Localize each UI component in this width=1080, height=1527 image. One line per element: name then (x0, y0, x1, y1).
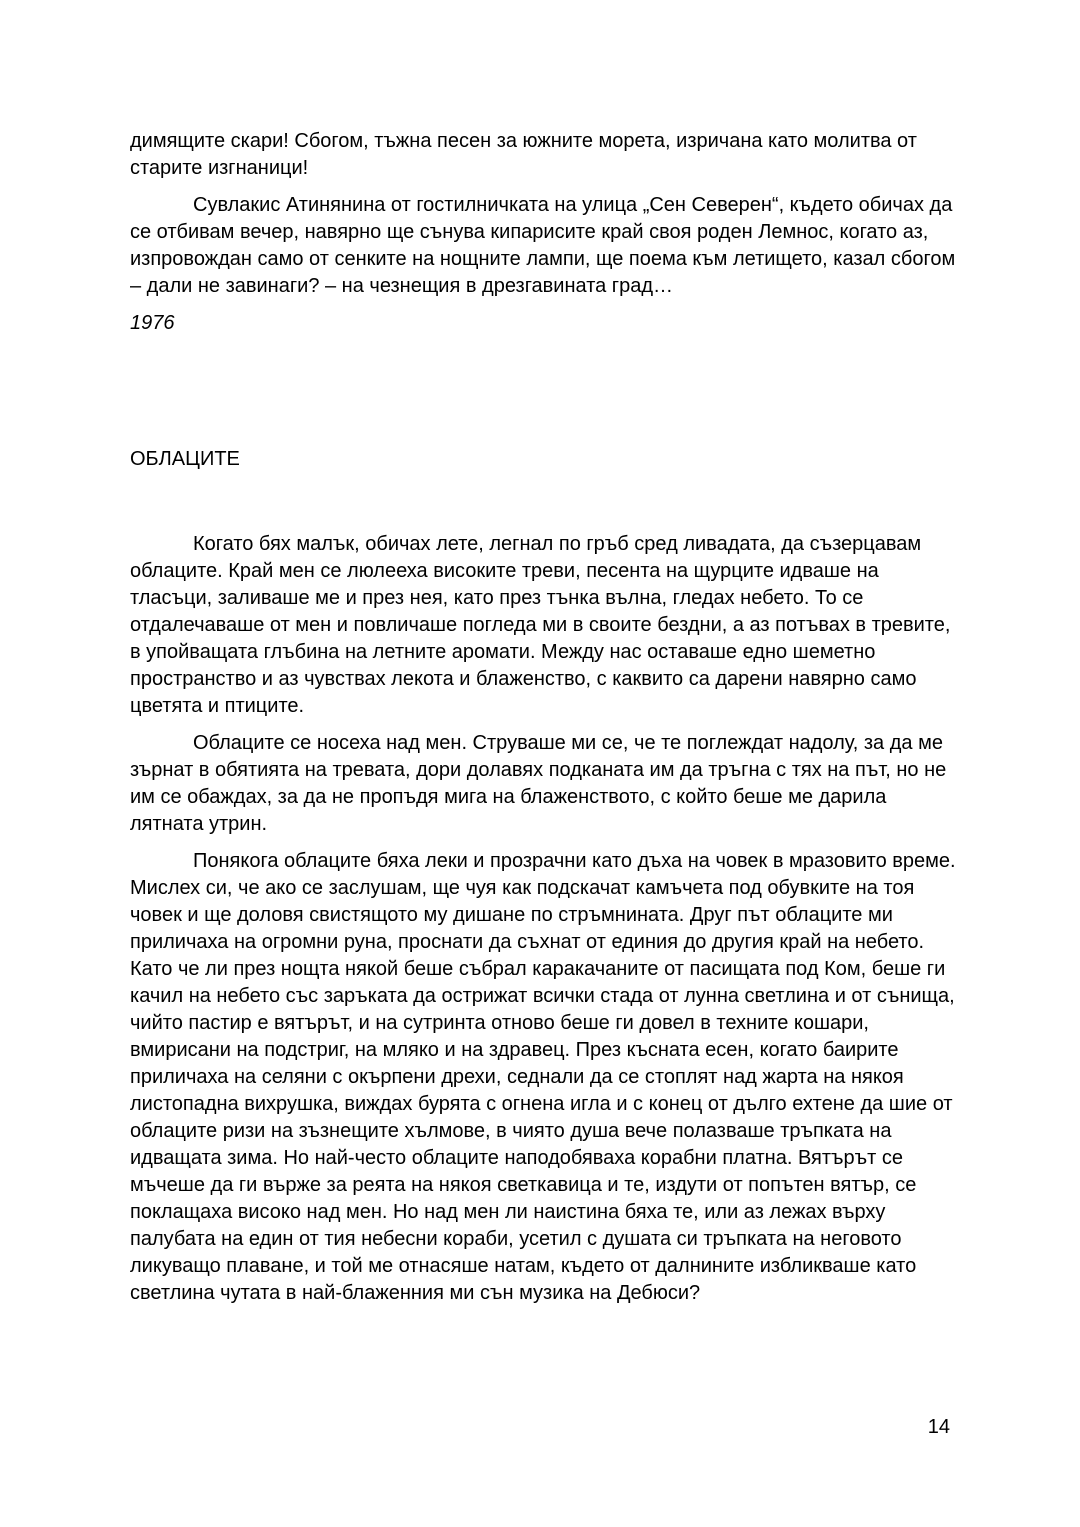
paragraph-clouds-1: Когато бях малък, обичах лете, легнал по гръб сред ливадата, да съзерцавам облаците. Край мен се люлееха високите треви, песента на щурците идваше на тласъци, заливаше ме и през нея, като през тънка вълна, гледах небето. То се отдалечаваше от мен и повличаше погледа ми в своите бездни, а аз потъвах в тревите, в упойващата глъбина на летните аромати. Между нас оставаше едно шеметно пространство и аз чувствах лекота и блаженство, с каквито са дарени навярно само цветята и птиците. (130, 533, 951, 717)
year-date: 1976 (130, 312, 175, 334)
section-title: ОБЛАЦИТЕ (130, 448, 240, 470)
paragraph-continuation: димящите скари! Сбогом, тъжна песен за южните морета, изричана като молитва от старите изгнаници! (130, 130, 917, 179)
page-number: 14 (927, 1416, 950, 1438)
paragraph-clouds-2: Облаците се носеха над мен. Струваше ми се, че те поглеждат надолу, за да ме зърнат в обятията на тревата, дори долавях подканата им да тръгна с тях на път, но не им се обаждах, за да не пропъдя мига на блаженството, с който беше ме дарила лятната утрин. (130, 732, 947, 835)
paragraph-clouds-3: Понякога облаците бяха леки и прозрачни като дъха на човек в мразовито време. Мислех си, че ако се заслушам, ще чуя как подскачат камъчета под обувките на тоя човек и ще доловя свистящото му дишане по стръмнината. Друг път облаците ми приличаха на огромни руна, проснати да съхнат от единия до другия край на небето. Като че ли през нощта някой беше събрал каракачаните от пасищата под Ком, беше ги качил на небето със заръката да острижат всички стада от лунна светлина и от сънища, чийто пастир е вятърът, и на сутринта отново беше ги довел в техните кошари, вмирисани на подстриг, на мляко и на здравец. През късната есен, когато баирите приличаха на селяни с окърпени дрехи, седнали да се стоплят над жарта на някоя листопадна вихрушка, виждах бурята с огнена игла и с конец от дълго ехтене да шие от облаците ризи на зъзнещите хълмове, в чиято душа вече полазваше тръпката на идващата зима. Но най-често облаците наподобяваха корабни платна. Вятърът се мъчеше да ги върже за реята на някоя светкавица и те, издути от попътен вятър, се поклащаха високо над мен. Но над мен ли наистина бяха те, или аз лежах върху палубата на един от тия небесни кораби, усетил с душата си тръпката на неговото ликуващо плаване, и той ме отнасяше натам, където от далнините избликваше като светлина чутата в най-блаженния ми сън музика на Дебюси? (130, 850, 956, 1304)
paragraph-souvlakis: Сувлакис Атинянина от гостилничката на улица „Сен Северен“, където обичах да се отбивам вечер, навярно ще сънува кипарисите край своя роден Лемнос, когато аз, изпровождан само от сенките на нощните лампи, ще поема към летището, казал сбогом – дали не завинаги? – на чезнещия в дрезгавината град… (130, 194, 956, 297)
document-page (130, 128, 956, 1307)
